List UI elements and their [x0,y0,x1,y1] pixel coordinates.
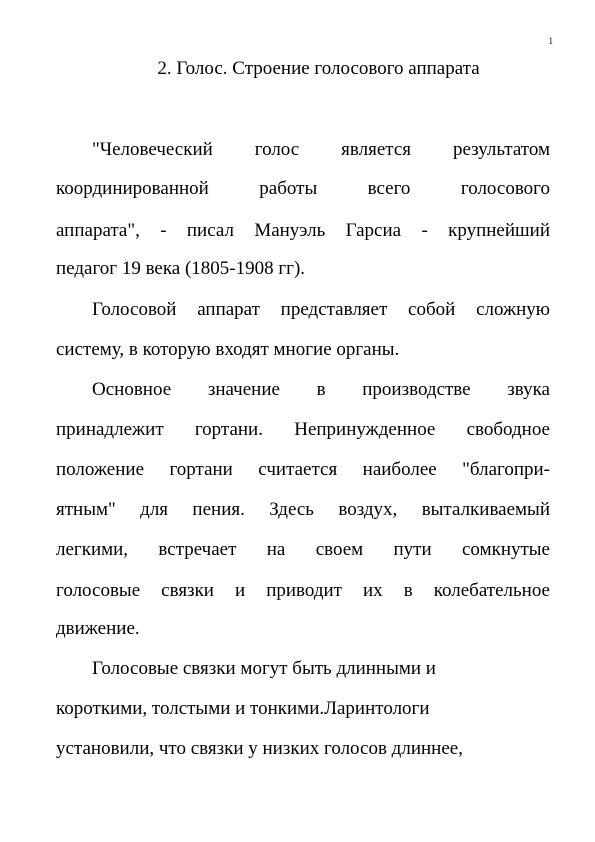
text-line: положение гортани считается наиболее "благопри- [56,459,550,480]
text-line: короткими, толстыми и тонкими.Ларинтологи [56,698,430,719]
text-line: ятным" для пения. Здесь воздух, выталкиваемый [56,499,550,520]
page-number: 1 [548,36,553,46]
page-title: 2. Голос. Строение голосового аппарата [157,58,480,79]
text-line: координированной работы всего голосового [56,178,550,199]
text-line: педагог 19 века (1805-1908 гг). [56,258,306,279]
text-line: голосовые связки и приводит их в колебательное [56,580,550,601]
text-line: Основное значение в производстве звука [92,379,550,400]
text-line: Голосовые связки могут быть длинными и [92,658,436,679]
text-line: Голосовой аппарат представляет собой сложную [92,299,550,320]
text-line: легкими, встречает на своем пути сомкнутые [56,539,550,560]
text-line: "Человеческий голос является результатом [92,139,550,160]
text-line: систему, в которую входят многие органы. [56,339,400,360]
text-line: принадлежит гортани. Непринужденное свободное [56,419,550,440]
text-line: аппарата", - писал Мануэль Гарсиа - крупнейший [56,220,550,241]
text-line: движение. [56,618,140,639]
text-line: установили, что связки у низких голосов длиннее, [56,738,463,759]
